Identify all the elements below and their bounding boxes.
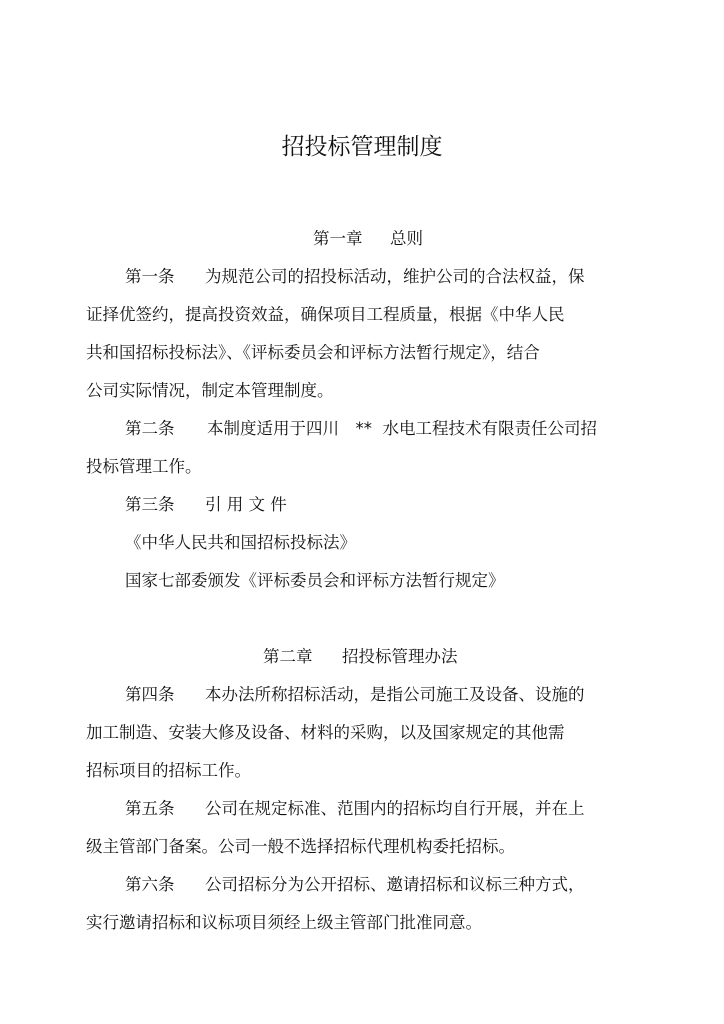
article-4-label: 第四条 [125,685,175,704]
article-2-label: 第二条 [125,419,175,438]
article-5-line-2: 级主管部门备案。公司一般不选择招标代理机构委托招标。 [86,837,515,856]
article-6-line-1: 公司招标分为公开招标、邀请招标和议标三种方式， [205,875,585,894]
article-4-line-1: 本办法所称招标活动，是指公司施工及设备、设施的 [205,685,585,704]
document-title: 招投标管理制度 [281,134,443,160]
article-6-label: 第六条 [125,875,175,894]
article-3-reference-1: 《中华人民共和国招标投标法》 [125,533,356,552]
article-4-line-3: 招标项目的招标工作。 [86,761,251,780]
article-3-label: 第三条 [125,495,175,514]
chapter-2-name: 招投标管理办法 [342,647,458,666]
article-1-line-2: 证择优签约，提高投资效益，确保项目工程质量，根据《中华人民 [86,305,565,324]
chapter-1-name: 总则 [390,229,423,248]
article-5-line-1: 公司在规定标准、范围内的招标均自行开展，并在上 [205,799,585,818]
article-4-line-2: 加工制造、安装大修及设备、材料的采购，以及国家规定的其他需 [86,723,565,742]
article-2-line-1: 本制度适用于四川 ** 水电工程技术有限责任公司招 [207,419,597,438]
article-1-line-4: 公司实际情况，制定本管理制度。 [86,381,334,400]
article-3-reference-2: 国家七部委颁发《评标委员会和评标方法暂行规定》 [125,571,505,590]
chapter-1-number: 第一章 [313,229,363,248]
chapter-2-number: 第二章 [263,647,313,666]
article-2-line-2: 投标管理工作。 [86,457,202,476]
article-3-text: 引 用 文 件 [205,495,287,514]
article-6-line-2: 实行邀请招标和议标项目须经上级主管部门批准同意。 [86,913,482,932]
article-1-line-3: 共和国招标投标法》、《评标委员会和评标方法暂行规定》，结合 [86,343,540,362]
article-1-line-1: 为规范公司的招投标活动，维护公司的合法权益，保 [205,267,585,286]
article-1-label: 第一条 [125,267,175,286]
article-5-label: 第五条 [125,799,175,818]
